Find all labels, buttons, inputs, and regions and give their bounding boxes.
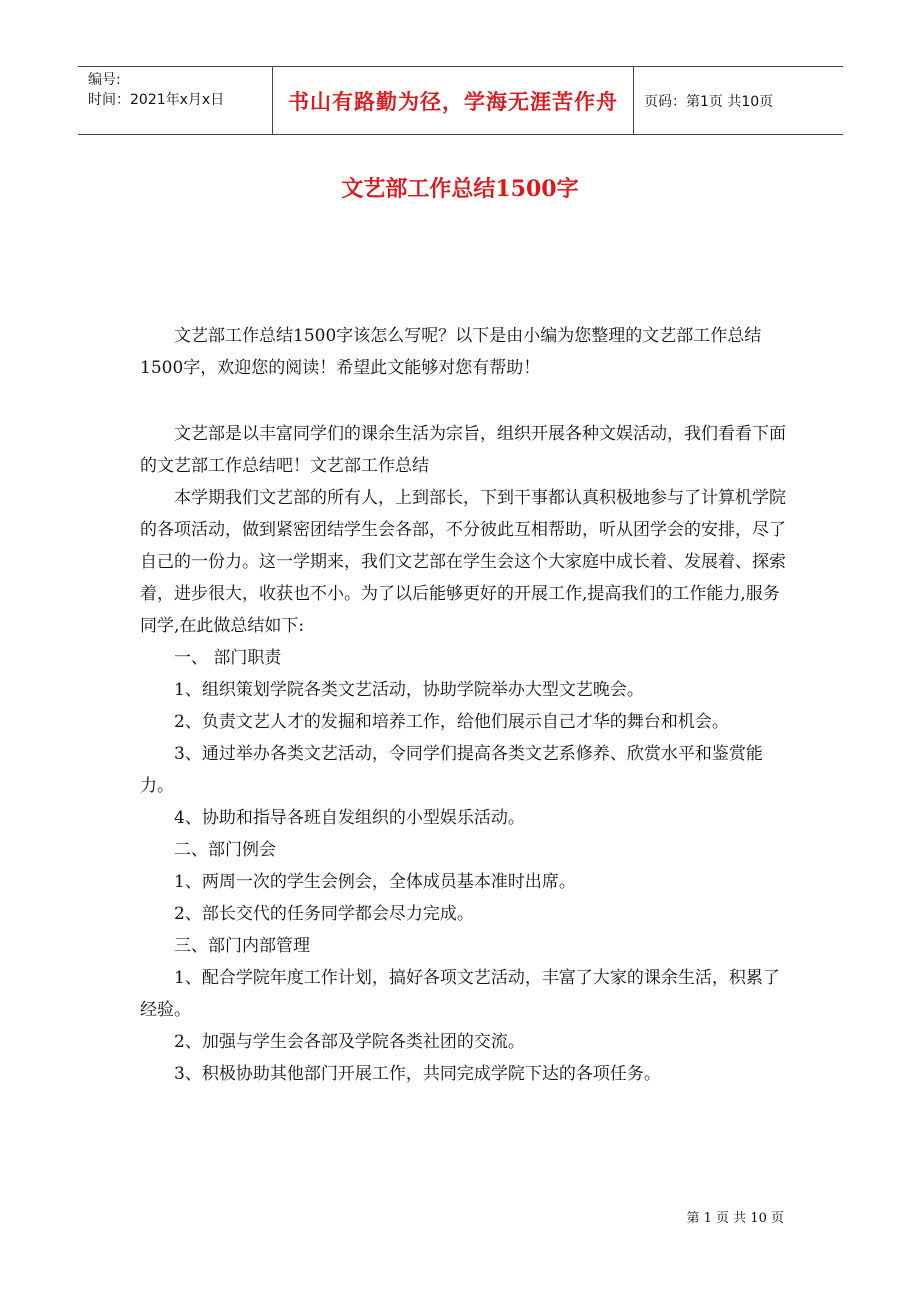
document-title: 文艺部工作总结1500字 (341, 176, 579, 202)
list-item: 4、协助和指导各班自发组织的小型娱乐活动。 (174, 808, 525, 828)
header-slogan: 书山有路勤为径，学海无涯苦作舟 (288, 89, 618, 114)
document-header (78, 66, 843, 135)
page-footer: 第 1 页 共 10 页 (686, 1211, 784, 1226)
section-heading: 二、部门例会 (174, 840, 276, 860)
paragraph: 本学期我们文艺部的所有人，上到部长，下到干事都认真积极地参与了计算机学院的各项活动，做到紧密团结学生会各部，不分彼此互相帮助，听从团学会的安排，尽了自己的一份力。这一学期来，我们文艺部在学生会这个大家庭中成长着、发展着、探索着，进步很大，收获也不小。为了以后能够更好的开展工作,提高我们的工作能力,服务同学,在此做总结如下: (140, 488, 786, 636)
list-item: 1、配合学院年度工作计划，搞好各项文艺活动，丰富了大家的课余生活，积累了经验。 (140, 968, 780, 1020)
document-date: 时间：2021年x月x日 (88, 92, 225, 108)
list-item: 2、加强与学生会各部及学院各类社团的交流。 (174, 1032, 525, 1052)
paragraph: 文艺部是以丰富同学们的课余生活为宗旨，组织开展各种文娱活动，我们看看下面的文艺部工作总结吧！文艺部工作总结 (140, 424, 786, 476)
header-page-cell (634, 67, 843, 134)
document-number-label: 编号: (88, 72, 121, 88)
section-heading: 一、 部门职责 (174, 648, 282, 668)
list-item: 3、积极协助其他部门开展工作，共同完成学院下达的各项任务。 (174, 1064, 661, 1084)
paragraph: 文艺部工作总结1500字该怎么写呢？以下是由小编为您整理的文艺部工作总结1500字，欢迎您的阅读！希望此文能够对您有帮助！ (140, 326, 762, 378)
header-slogan-cell (272, 67, 634, 134)
list-item: 2、部长交代的任务同学都会尽力完成。 (174, 904, 474, 924)
list-item: 3、通过举办各类文艺活动，令同学们提高各类文艺系修养、欣赏水平和鉴赏能力。 (140, 744, 763, 796)
section-heading: 三、部门内部管理 (174, 936, 310, 956)
document-body (140, 320, 792, 1090)
header-page-info: 页码：第1页 共10页 (644, 93, 774, 110)
list-item: 2、负责文艺人才的发掘和培养工作，给他们展示自己才华的舞台和机会。 (174, 712, 729, 732)
header-meta (78, 67, 272, 134)
list-item: 1、两周一次的学生会例会，全体成员基本准时出席。 (174, 872, 576, 892)
list-item: 1、组织策划学院各类文艺活动，协助学院举办大型文艺晚会。 (174, 680, 644, 700)
